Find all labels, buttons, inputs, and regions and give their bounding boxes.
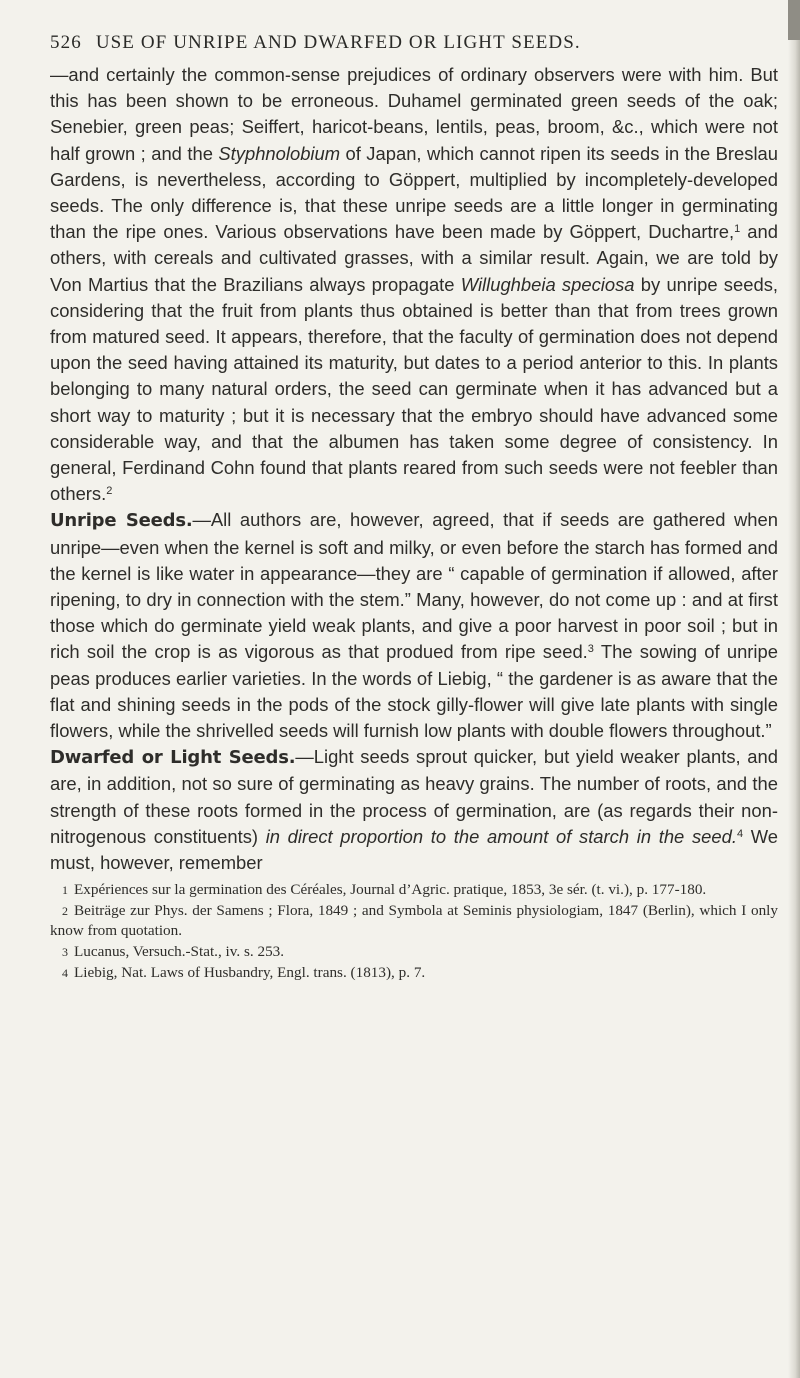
footnote-number: 4 <box>62 965 68 980</box>
footnote-number: 1 <box>62 883 68 898</box>
text-run: and others, with cereals and cultivated grasses, with a similar result. Again, we are told by Von Martius that the Brazilians always propagate <box>50 221 778 295</box>
section-heading-unripe-seeds: Unripe Seeds. <box>50 510 193 532</box>
body-text <box>50 62 778 876</box>
running-header <box>50 32 778 54</box>
footnote <box>50 880 778 901</box>
text-run: of Japan, which cannot ripen its seeds in the Breslau Gardens, is nevertheless, according to Göppert, multiplied by incompletely-developed seeds. The only difference is, that these unripe seeds are a little longer in germinating than the ripe ones. Various observations have been made by Göppert, Duchartre, <box>50 142 778 243</box>
italic-term: Styphnolobium <box>218 142 341 164</box>
page-number: 526 <box>50 32 82 53</box>
footnote-text: Liebig, Nat. Laws of Husbandry, Engl. trans. (1813), p. 7. <box>74 963 426 981</box>
footnote-ref: 2 <box>106 485 113 498</box>
footnotes <box>50 880 778 983</box>
page-edge-shadow <box>788 0 800 1378</box>
footnote <box>50 963 778 984</box>
footnote-text: Beiträge zur Phys. der Samens ; Flora, 1849 ; and Symbola at Seminis physiologiam, 1847 (Berlin), which I only know from quotation. <box>50 901 778 940</box>
page-edge-mark <box>788 0 800 40</box>
book-page <box>50 32 778 983</box>
footnote <box>50 942 778 963</box>
running-title: USE OF UNRIPE AND DWARFED OR LIGHT SEEDS. <box>95 32 581 53</box>
footnote-text: Expériences sur la germination des Céréales, Journal d’Agric. pratique, 1853, 3e sér. (t. vi.), p. 177-180. <box>74 881 707 899</box>
text-run: —and certainly the common-sense prejudices of ordinary observers were with him. But this has been shown to be erroneous. Duhamel germinated green seeds of the oak; Senebier, green peas; Seiffert, haricot-beans, lentils, peas, broom, &c., which were not half grown ; and the <box>50 64 778 164</box>
paragraph-1 <box>50 62 778 507</box>
paragraph-unripe-seeds <box>50 507 778 744</box>
text-run: by unripe seeds, considering that the fruit from plants thus obtained is better than that from trees grown from matured seed. It appears, therefore, that the faculty of germination does not depend upon the seed having attained its maturity, but dates to a period anterior to this. In plants belonging to many natural orders, the seed can germinate when it has advanced but a short way to maturity ; but it is necessary that the embryo should have advanced some considerable way, and that the albumen has taken some degree of consistency. In general, Ferdinand Cohn found that plants reared from such seeds were not feebler than others. <box>50 273 778 505</box>
footnote-ref: 1 <box>734 223 741 236</box>
footnote-text: Lucanus, Versuch.-Stat., iv. s. 253. <box>74 943 285 961</box>
italic-term: Willughbeia speciosa <box>460 273 635 295</box>
text-run: We must, however, remember <box>50 825 778 874</box>
footnote-ref: 3 <box>587 643 594 656</box>
footnote <box>50 901 778 942</box>
text-run: —All authors are, however, agreed, that if seeds are gathered when unripe—even when the kernel is soft and milky, or even before the starch has formed and the kernel is like water in appearance—they are “ capable of germination if allowed, after ripening, to dry in connection with the stem.” Many, however, do not come up : and at first those which do germinate yield weak plants, and give a poor harvest in poor soil ; but in rich soil the crop is as vigorous as that produed from ripe seed. <box>50 509 778 663</box>
footnote-ref: 4 <box>736 827 744 840</box>
section-heading-dwarfed-seeds: Dwarfed or Light Seeds. <box>50 747 296 769</box>
footnote-number: 3 <box>62 945 68 960</box>
paragraph-dwarfed-seeds <box>50 744 778 876</box>
footnote-number: 2 <box>62 903 68 918</box>
italic-phrase: in direct proportion to the amount of starch in the seed. <box>265 825 737 847</box>
text-run: —Light seeds sprout quicker, but yield weaker plants, and are, in addition, not so sure of germinating as heavy grains. The number of roots, and the strength of these roots formed in the process of germination, are (as regards their non-nitrogenous constituents) <box>50 746 778 847</box>
text-run: The sowing of unripe peas produces earlier varieties. In the words of Liebig, “ the gardener is as aware that the flat and shining seeds in the pods of the stock gilly-flower will give late plants with single flowers, while the shrivelled seeds will furnish low plants with double flowers throughout.” <box>50 641 778 742</box>
